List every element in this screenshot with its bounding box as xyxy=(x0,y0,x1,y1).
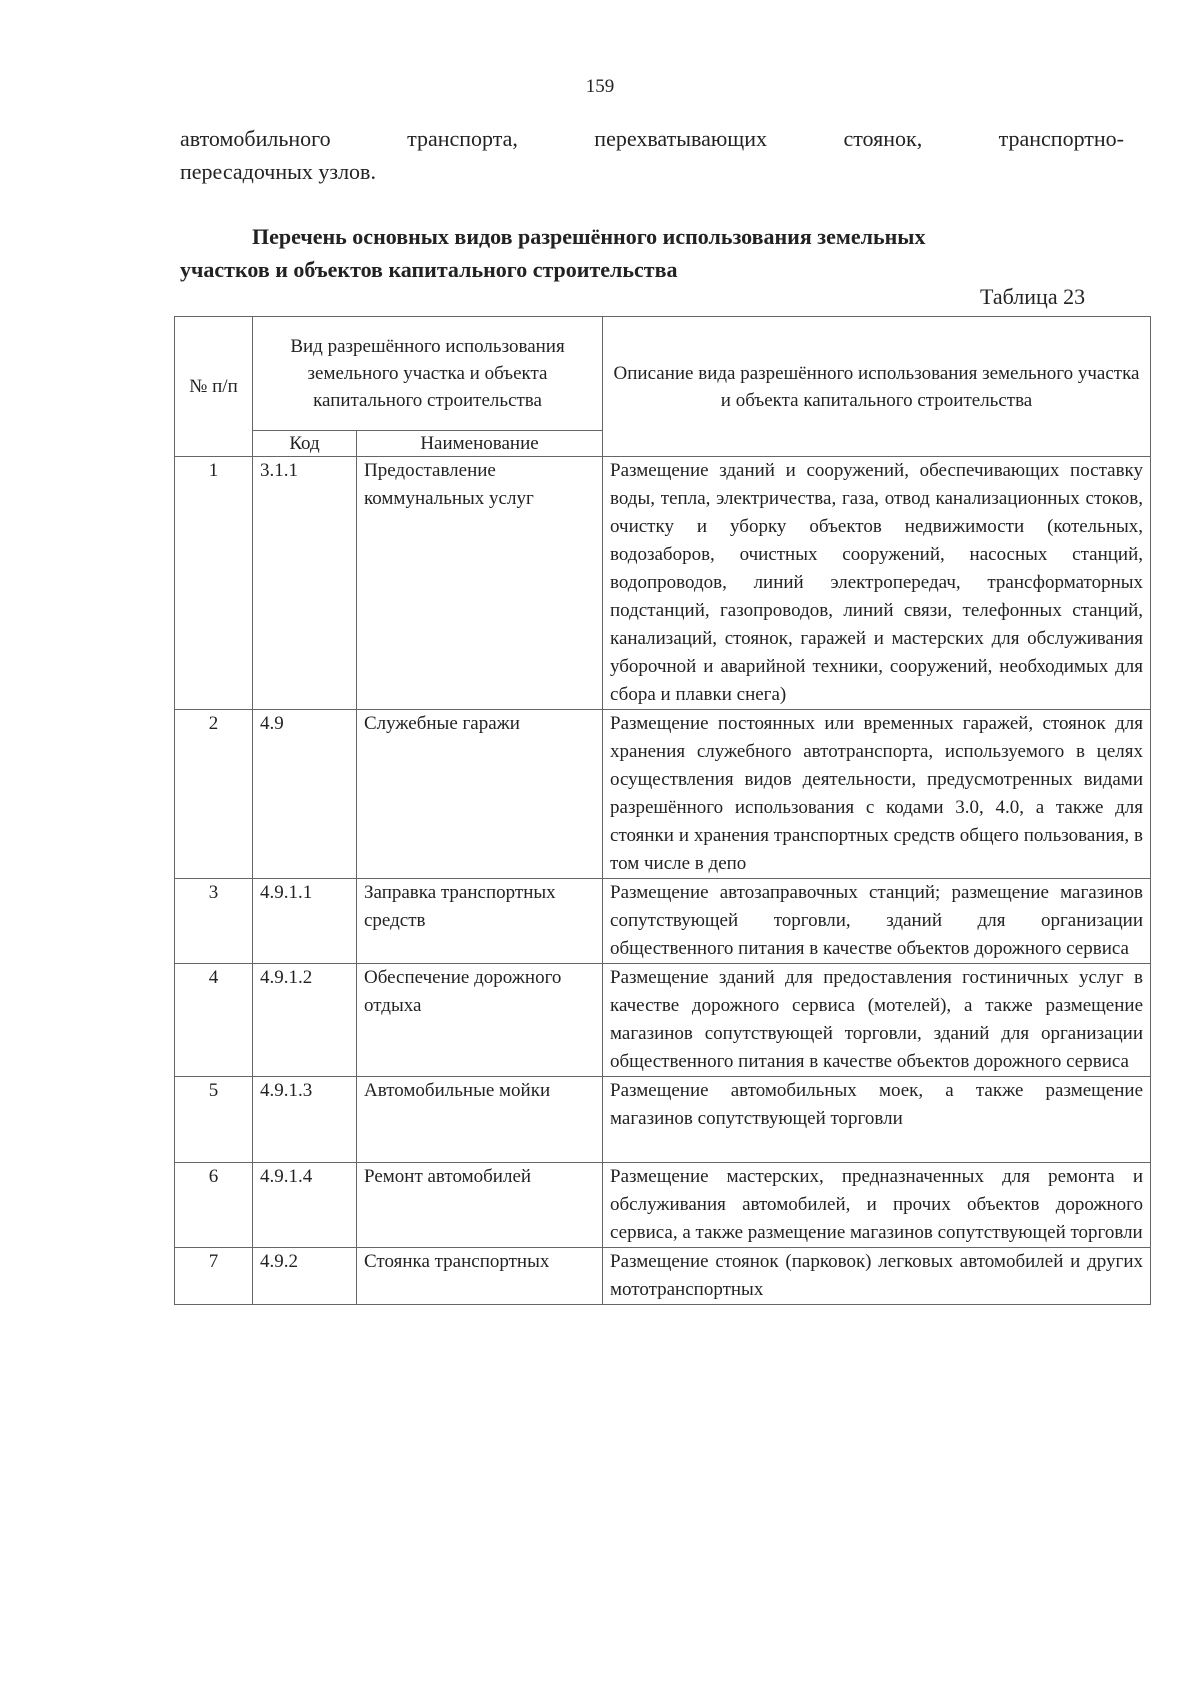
heading-line-2: участков и объектов капитального строительства xyxy=(180,257,678,282)
row-num: 7 xyxy=(175,1248,253,1305)
row-num: 3 xyxy=(175,879,253,964)
row-name: Заправка транспортных средств xyxy=(357,879,603,964)
heading-line-1: Перечень основных видов разрешённого использования земельных xyxy=(252,224,926,249)
row-name: Служебные гаражи xyxy=(357,710,603,879)
intro-line-2: пересадочных узлов. xyxy=(180,159,376,184)
row-name: Ремонт автомобилей xyxy=(357,1163,603,1248)
table-row xyxy=(175,457,1151,710)
section-heading xyxy=(180,220,1124,286)
row-desc: Размещение зданий и сооружений, обеспечивающих поставку воды, тепла, электричества, газа, отвод канализационных стоков, очистку и уборку объектов недвижимости (котельных, водозаборов, очистных сооружений, насосных станций, водопроводов, линий электропередач, трансформаторных подстанций, газопроводов, линий связи, телефонных станций, канализаций, стоянок, гаражей и мастерских для обслуживания уборочной и аварийной техники, сооружений, необходимых для сбора и плавки снега) xyxy=(603,457,1151,710)
row-num: 4 xyxy=(175,964,253,1077)
table-row xyxy=(175,1248,1151,1305)
table-caption: Таблица 23 xyxy=(980,284,1086,309)
table-row xyxy=(175,710,1151,879)
row-code: 4.9.1.3 xyxy=(253,1077,357,1163)
row-name: Автомобильные мойки xyxy=(357,1077,603,1163)
row-num: 1 xyxy=(175,457,253,710)
land-use-table xyxy=(174,316,1151,1305)
row-desc: Размещение зданий для предоставления гостиничных услуг в качестве дорожного сервиса (мотелей), а также размещение магазинов сопутствующей торговли, зданий для организации общественного питания в качестве объектов дорожного сервиса xyxy=(603,964,1151,1077)
row-desc: Размещение мастерских, предназначенных для ремонта и обслуживания автомобилей, и прочих объектов дорожного сервиса, а также размещение магазинов сопутствующей торговли xyxy=(603,1163,1151,1248)
header-desc: Описание вида разрешённого использования земельного участка и объекта капитального строительства xyxy=(603,317,1151,457)
row-desc: Размещение автомобильных моек, а также размещение магазинов сопутствующей торговли xyxy=(603,1077,1151,1163)
row-num: 5 xyxy=(175,1077,253,1163)
row-code: 4.9.1.1 xyxy=(253,879,357,964)
header-num: № п/п xyxy=(175,317,253,457)
table-row xyxy=(175,964,1151,1077)
intro-paragraph xyxy=(180,122,1124,188)
row-name: Обеспечение дорожного отдыха xyxy=(357,964,603,1077)
intro-line-1: автомобильного транспорта, перехватывающих стоянок, транспортно- xyxy=(180,126,1124,151)
row-code: 3.1.1 xyxy=(253,457,357,710)
header-code: Код xyxy=(253,431,357,457)
row-desc: Размещение постоянных или временных гаражей, стоянок для хранения служебного автотранспорта, используемого в целях осуществления видов деятельности, предусмотренных видами разрешённого использования с кодами 3.0, 4.0, а также для стоянки и хранения транспортных средств общего пользования, в том числе в депо xyxy=(603,710,1151,879)
header-group: Вид разрешённого использования земельного участка и объекта капитального строительства xyxy=(253,317,603,431)
page-number: 159 xyxy=(585,76,615,97)
row-code: 4.9.1.2 xyxy=(253,964,357,1077)
row-code: 4.9.2 xyxy=(253,1248,357,1305)
row-name: Предоставление коммунальных услуг xyxy=(357,457,603,710)
row-code: 4.9.1.4 xyxy=(253,1163,357,1248)
row-name: Стоянка транспортных xyxy=(357,1248,603,1305)
table-row xyxy=(175,879,1151,964)
table-row xyxy=(175,1077,1151,1163)
row-desc: Размещение автозаправочных станций; размещение магазинов сопутствующей торговли, зданий для организации общественного питания в качестве объектов дорожного сервиса xyxy=(603,879,1151,964)
row-num: 2 xyxy=(175,710,253,879)
row-num: 6 xyxy=(175,1163,253,1248)
table-row xyxy=(175,1163,1151,1248)
row-desc: Размещение стоянок (парковок) легковых автомобилей и других мототранспортных xyxy=(603,1248,1151,1305)
header-name: Наименование xyxy=(357,431,603,457)
row-code: 4.9 xyxy=(253,710,357,879)
